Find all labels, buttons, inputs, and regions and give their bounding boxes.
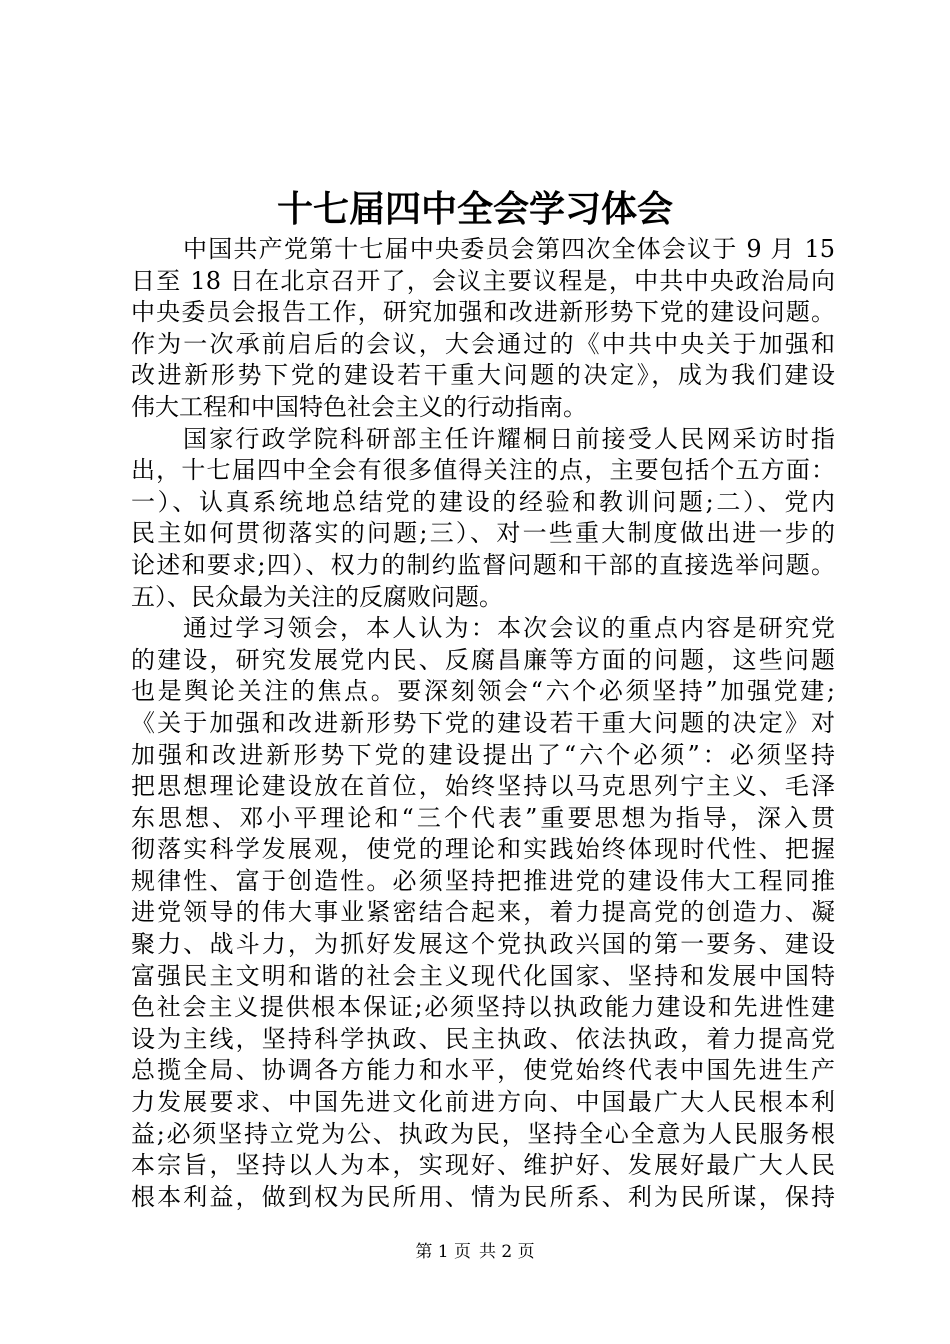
paragraph-3-line-8: 彻落实科学发展观，使党的理论和实践始终体现时代性、把握 <box>131 835 835 864</box>
paragraph-3-line-10: 进党领导的伟大事业紧密结合起来，着力提高党的创造力、凝 <box>131 898 835 927</box>
paragraph-2-line-4: 民主如何贯彻落实的问题;三）、对一些重大制度做出进一步的 <box>131 519 835 548</box>
page-number-current: 第 1 页 <box>415 1242 471 1262</box>
paragraph-3-line-12: 富强民主文明和谐的社会主义现代化国家、坚持和发展中国特 <box>131 961 835 990</box>
paragraph-3-line-13: 色社会主义提供根本保证;必须坚持以执政能力建设和先进性建 <box>131 993 835 1022</box>
page-footer <box>0 1240 950 1264</box>
paragraph-3-line-4: 《关于加强和改进新形势下党的建设若干重大问题的决定》对 <box>131 708 835 737</box>
paragraph-2-line-2: 出，十七届四中全会有很多值得关注的点，主要包括个五方面： <box>131 456 835 485</box>
paragraph-2-line-5: 论述和要求;四）、权力的制约监督问题和干部的直接选举问题。 <box>131 550 835 579</box>
paragraph-3-line-18: 本宗旨，坚持以人为本，实现好、维护好、发展好最广大人民 <box>131 1151 835 1180</box>
paragraph-1-line-6: 伟大工程和中国特色社会主义的行动指南。 <box>131 392 587 421</box>
paragraph-3-line-15: 总揽全局、协调各方能力和水平，使党始终代表中国先进生产 <box>131 1056 835 1085</box>
paragraph-2-line-3: 一）、认真系统地总结党的建设的经验和教训问题;二）、党内 <box>131 487 835 516</box>
paragraph-3-line-17: 益;必须坚持立党为公、执政为民，坚持全心全意为人民服务根 <box>131 1119 835 1148</box>
paragraph-3-line-6: 把思想理论建设放在首位，始终坚持以马克思列宁主义、毛泽 <box>131 772 835 801</box>
page-number-total: 共 2 页 <box>479 1242 535 1262</box>
paragraph-3-line-11: 聚力、战斗力，为抓好发展这个党执政兴国的第一要务、建设 <box>131 930 835 959</box>
paragraph-1-line-5: 改进新形势下党的建设若干重大问题的决定》，成为我们建设 <box>131 361 835 390</box>
paragraph-1-line-4: 作为一次承前启后的会议，大会通过的《中共中央关于加强和 <box>131 329 835 358</box>
paragraph-3-line-7: 东思想、邓小平理论和“三个代表”重要思想为指导，深入贯 <box>131 803 835 832</box>
paragraph-3-line-3: 也是舆论关注的焦点。要深刻领会“六个必须坚持”加强党建; <box>131 677 835 706</box>
paragraph-2-line-1: 国家行政学院科研部主任许耀桐日前接受人民网采访时指 <box>183 424 835 453</box>
paragraph-3-line-2: 的建设，研究发展党内民、反腐昌廉等方面的问题，这些问题 <box>131 645 835 674</box>
paragraph-1-line-1: 中国共产党第十七届中央委员会第四次全体会议于 9 月 15 <box>183 235 835 263</box>
document-title: 十七届四中全会学习体会 <box>276 188 673 230</box>
paragraph-3-line-5: 加强和改进新形势下党的建设提出了“六个必须”：必须坚持 <box>131 740 835 769</box>
paragraph-1-line-2: 日至 18 日在北京召开了，会议主要议程是，中共中央政治局向 <box>131 266 835 295</box>
paragraph-2-line-6: 五）、民众最为关注的反腐败问题。 <box>131 582 503 611</box>
paragraph-3-line-1: 通过学习领会，本人认为：本次会议的重点内容是研究党 <box>183 614 835 643</box>
paragraph-3-line-9: 规律性、富于创造性。必须坚持把推进党的建设伟大工程同推 <box>131 866 835 895</box>
document-body <box>131 234 835 1213</box>
paragraph-3-line-19: 根本利益，做到权为民所用、情为民所系、利为民所谋，保持 <box>131 1182 835 1211</box>
paragraph-3-line-16: 力发展要求、中国先进文化前进方向、中国最广大人民根本利 <box>131 1088 835 1117</box>
paragraph-3-line-14: 设为主线，坚持科学执政、民主执政、依法执政，着力提高党 <box>131 1024 835 1053</box>
paragraph-1-line-3: 中央委员会报告工作，研究加强和改进新形势下党的建设问题。 <box>131 298 835 327</box>
